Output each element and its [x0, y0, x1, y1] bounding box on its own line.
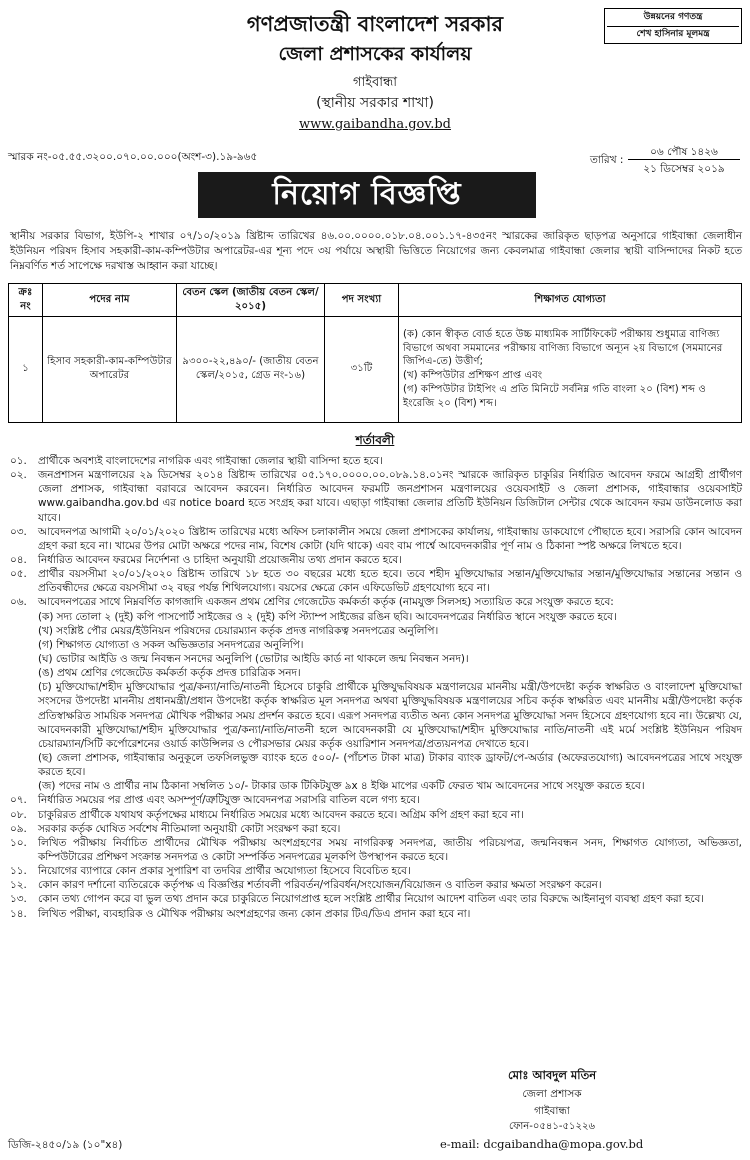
condition-text: আবেদনপত্রের সাথে নিম্নবর্ণিত কাগজাদি একজন প্রথম শ্রেণির গেজেটেড কর্মকর্তা কর্তৃক (নামযুক্ত সিলসহ) সত্যায়িত করে সংযুক্ত করতে হবে:: [38, 596, 614, 609]
condition-number: ১১.: [10, 865, 27, 878]
list-item: [10, 878, 742, 892]
qualification-c: (গ) কম্পিউটার টাইপিং এ প্রতি মিনিটে সর্বনিম্ন গতি বাংলা ২০ (বিশ) শব্দ ও ইংরেজি ২০ (বিশ) শব্দ।: [403, 384, 706, 409]
header-qualification: শিক্ষাগত যোগ্যতা: [399, 284, 742, 317]
condition-number: ০৭.: [10, 794, 27, 807]
list-item: [10, 892, 742, 906]
website-link[interactable]: www.gaibandha.gov.bd: [299, 117, 451, 132]
cell-qualification: [399, 316, 742, 422]
condition-text: নির্ধারিত আবেদন ফরমের নির্দেশনা ও চাহিদা অনুযায়ী প্রয়োজনীয় তথ্য প্রদান করতে হবে।: [38, 553, 402, 566]
slogan-line-1: উন্নয়নের গণতন্ত্র: [643, 12, 703, 22]
condition-text: কোন কারণ দর্শানো ব্যতিরেকে কর্তৃপক্ষ এ বিজ্ঞপ্তির শর্তাবলী পরিবর্তন/পরিবর্ধন/সংযোজন/বিয়োজন ও বাতিল করার ক্ষমতা সংরক্ষণ করেন।: [38, 879, 602, 892]
cell-scale: ৯৩০০-২২,৪৯০/- (জাতীয় বেতন স্কেল/২০১৫, গ্রেড নং-১৬): [177, 316, 325, 422]
list-item: [10, 525, 742, 553]
list-item: [10, 793, 742, 807]
list-item: [10, 595, 742, 609]
list-item: [10, 468, 742, 525]
memo-number: স্মারক নং-০৫.৫৫.৩২০০.০৭০.০০.০০০(অংশ-৩).১৯-৯৬৫: [8, 151, 258, 163]
condition-text: প্রার্থীকে অবশ্যই বাংলাদেশের নাগরিক এবং গাইবান্ধা জেলার স্থায়ী বাসিন্দা হতে হবে।: [38, 455, 383, 467]
date-bangla: ০৬ পৌষ ১৪২৬: [628, 145, 740, 160]
sub-item: (জ) পদের নাম ও প্রার্থীর নাম ঠিকানা সম্বলিত ১০/- টাকার ডাক টিকিটযুক্ত ৯x ৪ ইঞ্চি মাপের একটি ফেরত খাম আবেদনের সাথে সংযুক্ত করতে হবে।: [38, 780, 645, 793]
signatory-phone: ফোন-০৫৪১-৫১২২৬: [509, 1121, 595, 1132]
header-scale: বেতন স্কেল (জাতীয় বেতন স্কেল/২০১৫): [177, 284, 325, 317]
list-item: [10, 822, 742, 836]
list-item: [10, 907, 742, 921]
slogan-box: [604, 8, 742, 44]
office-name: জেলা প্রশাসকের কার্যালয়: [278, 43, 472, 65]
condition-text: জনপ্রশাসন মন্ত্রণালয়ের ২৯ ডিসেম্বর ২০১৪ খ্রিষ্টাব্দ তারিখের ০৫.১৭০.০০০০.০০.০৮৯.১৪.০১নং স্মারকে জারিকৃত চাকুরির নির্ধারিত আবেদন ফরমে আগ্রহী প্রার্থীগণ জেলা প্রশাসক, গাইবান্ধা বরাবরে আবেদন করবেন। নির্ধারিত আবেদন ফরমটি জনপ্রশাসন মন্ত্রণালয়ের ওয়েবসাইট ও জেলা প্রশাসক, গাইবান্ধার ওয়েবসাইট www.gaibandha.gov.bd এর notice board হতে সংগ্রহ করা যাবে। এছাড়া গাইবান্ধা জেলার প্রতিটি ইউনিয়ন ডিজিটাল সেন্টার থেকে আবেদন ফরম ডাউনলোড করা যাবে।: [38, 469, 742, 524]
branch-name: (স্থানীয় সরকার শাখা): [316, 95, 434, 111]
sub-item: (খ) সংশ্লিষ্ট পৌর মেয়র/ইউনিয়ন পরিষদের চেয়ারম্যান কর্তৃক প্রদত্ত নাগরিকত্ব সনদপত্রের অনুলিপি।: [38, 624, 439, 637]
header-count: পদ সংখ্যা: [325, 284, 399, 317]
cell-serial: ১: [9, 316, 43, 422]
condition-text: লিখিত পরীক্ষা, ব্যবহারিক ও মৌখিক পরীক্ষায় অংশগ্রহণের জন্য কোন প্রকার টিএ/ডিএ প্রদান করা হবে না।: [38, 907, 471, 920]
list-item: [10, 553, 742, 567]
condition-text: লিখিত পরীক্ষায় নির্বাচিত প্রার্থীদের মৌখিক পরীক্ষায় অংশগ্রহণের সময় নাগরিকত্ব সনদপত্র, জাতীয় পরিচয়পত্র, জন্মনিবন্ধন সনদ, শিক্ষাগত যোগ্যতা, অভিজ্ঞতা, কম্পিউটারের প্রশিক্ষণ সংক্রান্ত সনদপত্র ও কোটা সম্পর্কিত সনদপত্রের মূলকপি উপস্থাপন করতে হবে।: [38, 836, 742, 863]
cell-post: হিসাব সহকারী-কাম-কম্পিউটার অপারেটর: [43, 316, 177, 422]
table-header-row: [9, 284, 742, 317]
list-item: [10, 864, 742, 878]
sub-item: (চ) মুক্তিযোদ্ধা/শহীদ মুক্তিযোদ্ধার পুত্র/কন্যা/নাতি/নাতনী হিসেবে চাকুরি প্রার্থীকে মুক্তিযুদ্ধবিষয়ক মন্ত্রণালয়ের মাননীয় মন্ত্রী/উপদেষ্টা কর্তৃক স্বাক্ষরিত ও বাংলাদেশ মুক্তিযোদ্ধা সংসদের উপদেষ্টা মাননীয় প্রধানমন্ত্রী/প্রধান উপদেষ্টা কর্তৃক স্বাক্ষরিত মূল সনদপত্র অথবা মুক্তিযুদ্ধবিষয়ক মন্ত্রণালয়ের সচিব কর্তৃক স্বাক্ষরিত এবং মাননীয় মন্ত্রী/উপদেষ্টা কর্তৃক প্রতিস্বাক্ষরিত সাময়িক সনদপত্র মৌখিক পরীক্ষার সময় প্রদর্শন করতে হবে। এরূপ সনদপত্র ব্যতীত অন্য কোন সনদপত্র মুক্তিযোদ্ধা সনদ হিসেবে গ্রহণযোগ্য হবে না। উল্লেখ্য যে, আবেদনকারী মুক্তিযোদ্ধা/শহীদ মুক্তিযোদ্ধার পুত্র/কন্যা/নাতি/নাতনী হলে আবেদনকারী যে মুক্তিযোদ্ধা/শহীদ মুক্তিযোদ্ধার নাতি/নাতনী এই মর্মে সংশ্লিষ্ট ইউনিয়ন পরিষদ চেয়ারম্যান/সিটি কর্পোরেশনের ওয়ার্ড কাউন্সিলর ও পৌরসভার মেয়র কর্তৃক ওয়ারিশান সনদপত্র/প্রত্যয়নপত্র দেখাতে হবে।: [38, 681, 742, 750]
condition-number: ০৫.: [10, 568, 27, 581]
email-address[interactable]: e-mail: dcgaibandha@mopa.gov.bd: [440, 1137, 644, 1151]
intro-paragraph: স্থানীয় সরকার বিভাগ, ইউপি-২ শাখার ০৭/১০/২০১৯ খ্রিষ্টাব্দ তারিখের ৪৬.০০.০০০০.০১৮.০৪.০০১.১৭-৪৩৫নং স্মারকের জারিকৃত ছাড়পত্র অনুসারে গাইবান্ধা জেলাধীন ইউনিয়ন পরিষদ হিসাব সহকারী-কাম-কম্পিউটার অপারেটর-এর শূন্য পদে ৩য় পর্যায়ে অস্থায়ী ভিত্তিতে নিয়োগের জন্য কেবলমাত্র গাইবান্ধা জেলার স্থায়ী বাসিন্দাদের নিকট হতে নিম্নবর্ণিত শর্ত সাপেক্ষে দরখাস্ত আহ্বান করা যাচ্ছে।: [10, 230, 742, 273]
conditions-title: শর্তাবলী: [355, 433, 395, 447]
date-label: তারিখ :: [590, 154, 624, 166]
cell-count: ৩১টি: [325, 316, 399, 422]
condition-text: কোন তথ্য গোপন করে বা ভুল তথ্য প্রদান করে চাকুরিতে নিয়োগপ্রাপ্ত হলে সংশ্লিষ্ট প্রার্থীর নিয়োগ আদেশ বাতিল এবং তার বিরুদ্ধে আইনানুগ ব্যবস্থা গ্রহণ করা হবে।: [38, 893, 704, 906]
sub-item: (গ) শিক্ষাগত যোগ্যতা ও সকল অভিজ্ঞতার সনদপত্রের অনুলিপি।: [38, 638, 304, 651]
signatory-place: গাইবান্ধা: [534, 1105, 570, 1117]
district-name: গাইবান্ধা: [352, 75, 398, 90]
signatory-designation: জেলা প্রশাসক: [522, 1088, 582, 1100]
table-row: [9, 316, 742, 422]
list-item: [10, 808, 742, 822]
condition-number: ১৪.: [10, 907, 27, 920]
condition-number: ০৬.: [10, 596, 27, 609]
sub-item: (ঘ) ভোটার আইডি ও জন্ম নিবন্ধন সনদের অনুলিপি (ভোটার আইডি কার্ড না থাকলে জন্ম নিবন্ধন সনদ)।: [38, 652, 469, 665]
qualification-b: (খ) কম্পিউটার প্রশিক্ষণ প্রাপ্ত এবং: [403, 370, 543, 382]
list-item: [10, 567, 742, 595]
date-english: ২১ ডিসেম্বর ২০১৯: [643, 163, 725, 175]
slogan-line-2: শেখ হাসিনার মূলমন্ত্র: [607, 26, 739, 41]
sub-item: (ছ) জেলা প্রশাসক, গাইবান্ধার অনুকূলে তফসিলভুক্ত ব্যাংক হতে ৫০০/- (পাঁচশত টাকা মাত্র) টাকার ব্যাংক ড্রাফট/পে-অর্ডার (অফেরতযোগ্য) আবেদনপত্রের সাথে সংযুক্ত করতে হবে।: [38, 751, 742, 779]
condition-number: ১২.: [10, 879, 27, 892]
condition-number: ০৪.: [10, 553, 27, 566]
condition-text: চাকুরিরত প্রার্থীকে যথাযথ কর্তৃপক্ষের মাধ্যমে নির্ধারিত সময়ের মধ্যে আবেদন করতে হবে। অগ্রিম কপি গ্রহণ করা হবে না।: [38, 808, 524, 821]
vacancy-table: [8, 283, 742, 423]
header-post: পদের নাম: [43, 284, 177, 317]
condition-number: ১৩.: [10, 893, 27, 906]
condition-number: ০১.: [10, 455, 27, 467]
condition-text: নির্ধারিত সময়ের পর প্রাপ্ত এবং অসম্পূর্ণ/ত্রুটিযুক্ত আবেদনপত্র সরাসরি বাতিল বলে গণ্য হবে।: [38, 794, 420, 807]
list-item: [10, 836, 742, 864]
condition-number: ০৩.: [10, 525, 27, 538]
condition-number: ০৮.: [10, 808, 27, 821]
condition-text: সরকার কর্তৃক ঘোষিত সর্বশেষ নীতিমালা অনুযায়ী কোটা সংরক্ষণ করা হবে।: [38, 822, 341, 835]
condition-text: প্রার্থীর বয়সসীমা ২০/০১/২০২০ খ্রিষ্টাব্দ তারিখে ১৮ হতে ৩০ বছরের মধ্যে হতে হবে। তবে শহীদ মুক্তিযোদ্ধার সন্তান/মুক্তিযোদ্ধার সন্তান/মুক্তিযোদ্ধার সন্তানের সন্তান ও প্রতিবন্ধীদের ক্ষেত্রে বয়সসীমা ৩২ বছর পর্যন্ত শিথিলযোগ্য। বয়সের ক্ষেত্রে কোন এফিডেভিট গ্রহণযোগ্য হবে না।: [38, 568, 742, 595]
sub-item: (ঙ) প্রথম শ্রেণির গেজেটেড কর্মকর্তা কর্তৃক প্রদত্ত চারিত্রিক সনদ।: [38, 667, 301, 680]
signatory-name: মোঃ আবদুল মতিন: [507, 1068, 597, 1082]
condition-number: ০৯.: [10, 822, 27, 835]
condition-text: নিয়োগের ব্যাপারে কোন প্রকার সুপারিশ বা তদবির প্রার্থীর অযোগ্যতা হিসেবে বিবেচিত হবে।: [38, 865, 411, 878]
list-item: [10, 454, 742, 468]
condition-number: ০২.: [10, 469, 27, 482]
condition-number: ১০.: [10, 836, 27, 849]
conditions-list: [10, 454, 742, 921]
header-serial: ক্রঃ নং: [9, 284, 43, 317]
sub-item: (ক) সদ্য তোলা ২ (দুই) কপি পাসপোর্ট সাইজের ও ২ (দুই) কপি স্ট্যাম্প সাইজের রঙিন ছবি। আবেদনপত্রের নির্ধারিত স্থানে সংযুক্ত করতে হবে।: [38, 610, 617, 623]
dg-number: ডিজি-২৪৫০/১৯ (১০"x৪): [8, 1139, 123, 1151]
qualification-a: (ক) কোন স্বীকৃত বোর্ড হতে উচ্চ মাধ্যমিক সার্টিফিকেট পরীক্ষায় শুধুমাত্র বাণিজ্য বিভাগে অথবা সমমানের পরীক্ষায় বাণিজ্য বিভাগে অন্যূন ২য় বিভাগে (সমমানের জিপিএ-তে) উত্তীর্ণ;: [403, 328, 723, 368]
notice-title: নিয়োগ বিজ্ঞপ্তি: [198, 172, 536, 218]
government-name: গণপ্রজাতন্ত্রী বাংলাদেশ সরকার: [246, 11, 504, 36]
condition-text: আবেদনপত্র আগামী ২০/০১/২০২০ খ্রিষ্টাব্দ তারিখের মধ্যে অফিস চলাকালীন সময়ে জেলা প্রশাসকের কার্যালয়, গাইবান্ধায় ডাকযোগে পৌছাতে হবে। সরাসরি কোন আবেদন গ্রহণ করা হবে না। খামের উপর মোটা অক্ষরে পদের নাম, বিশেষ কোটা (যদি থাকে) এবং বাম পার্শ্বে আবেদনকারীর পূর্ণ নাম ও ঠিকানা স্পষ্ট অক্ষরে লিখতে হবে।: [38, 525, 742, 552]
